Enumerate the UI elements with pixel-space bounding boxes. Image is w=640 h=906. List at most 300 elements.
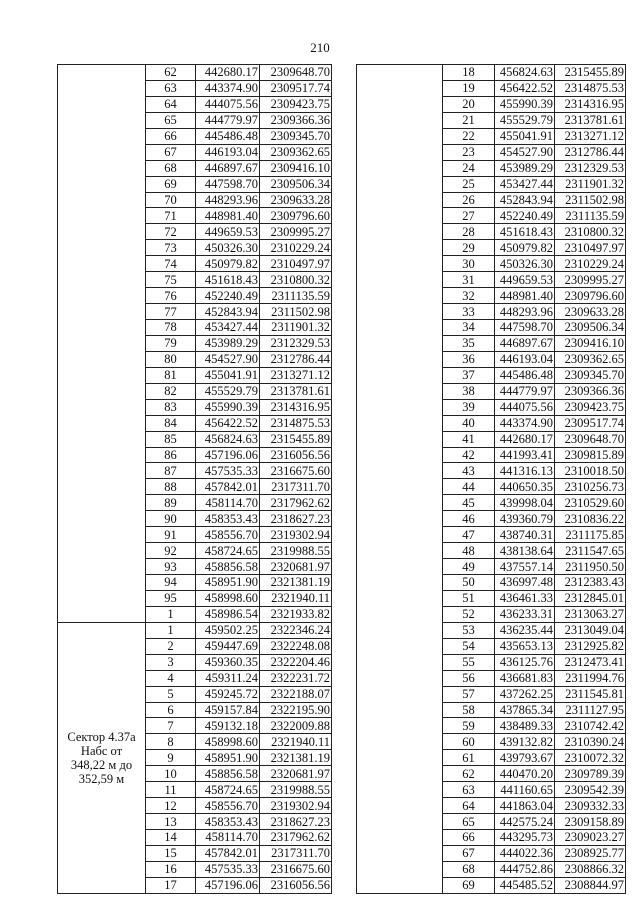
point-number: 72 bbox=[146, 224, 196, 240]
x-coordinate: 453989.29 bbox=[495, 160, 555, 176]
x-coordinate: 448293.96 bbox=[495, 304, 555, 320]
y-coordinate: 2320681.97 bbox=[260, 559, 332, 575]
y-coordinate: 2316056.56 bbox=[260, 877, 332, 893]
y-coordinate: 2309506.34 bbox=[555, 320, 626, 336]
x-coordinate: 456824.63 bbox=[196, 431, 260, 447]
x-coordinate: 453427.44 bbox=[196, 320, 260, 336]
x-coordinate: 448981.40 bbox=[196, 208, 260, 224]
x-coordinate: 452240.49 bbox=[196, 288, 260, 304]
x-coordinate: 444075.56 bbox=[196, 96, 260, 112]
point-number: 23 bbox=[443, 144, 495, 160]
point-number: 30 bbox=[443, 256, 495, 272]
y-coordinate: 2309542.39 bbox=[555, 782, 626, 798]
y-coordinate: 2314875.53 bbox=[555, 80, 626, 96]
point-number: 7 bbox=[146, 718, 196, 734]
y-coordinate: 2322009.88 bbox=[260, 718, 332, 734]
x-coordinate: 446897.67 bbox=[196, 160, 260, 176]
x-coordinate: 455041.91 bbox=[196, 367, 260, 383]
point-number: 70 bbox=[146, 192, 196, 208]
y-coordinate: 2313271.12 bbox=[260, 367, 332, 383]
y-coordinate: 2313271.12 bbox=[555, 128, 626, 144]
x-coordinate: 458724.65 bbox=[196, 543, 260, 559]
y-coordinate: 2309789.39 bbox=[555, 766, 626, 782]
x-coordinate: 456422.52 bbox=[495, 80, 555, 96]
y-coordinate: 2312925.82 bbox=[555, 638, 626, 654]
x-coordinate: 437865.34 bbox=[495, 702, 555, 718]
y-coordinate: 2310836.22 bbox=[555, 511, 626, 527]
x-coordinate: 449659.53 bbox=[196, 224, 260, 240]
y-coordinate: 2309362.65 bbox=[260, 144, 332, 160]
y-coordinate: 2311950.50 bbox=[555, 559, 626, 575]
y-coordinate: 2312786.44 bbox=[555, 144, 626, 160]
point-number: 38 bbox=[443, 383, 495, 399]
point-number: 46 bbox=[443, 511, 495, 527]
point-number: 66 bbox=[146, 128, 196, 144]
point-number: 77 bbox=[146, 304, 196, 320]
y-coordinate: 2314875.53 bbox=[260, 415, 332, 431]
y-coordinate: 2312329.53 bbox=[555, 160, 626, 176]
y-coordinate: 2310497.97 bbox=[260, 256, 332, 272]
point-number: 41 bbox=[443, 431, 495, 447]
point-number: 16 bbox=[146, 861, 196, 877]
point-number: 58 bbox=[443, 702, 495, 718]
y-coordinate: 2312329.53 bbox=[260, 335, 332, 351]
x-coordinate: 458951.90 bbox=[196, 575, 260, 591]
x-coordinate: 455041.91 bbox=[495, 128, 555, 144]
y-coordinate: 2319988.55 bbox=[260, 543, 332, 559]
point-number: 69 bbox=[443, 877, 495, 893]
x-coordinate: 436235.44 bbox=[495, 622, 555, 638]
x-coordinate: 438489.33 bbox=[495, 718, 555, 734]
x-coordinate: 458856.58 bbox=[196, 766, 260, 782]
y-coordinate: 2310229.24 bbox=[555, 256, 626, 272]
y-coordinate: 2318627.23 bbox=[260, 511, 332, 527]
y-coordinate: 2309366.36 bbox=[555, 383, 626, 399]
point-number: 12 bbox=[146, 798, 196, 814]
y-coordinate: 2315455.89 bbox=[260, 431, 332, 447]
point-number: 73 bbox=[146, 240, 196, 256]
point-number: 15 bbox=[146, 845, 196, 861]
x-coordinate: 458856.58 bbox=[196, 559, 260, 575]
y-coordinate: 2309648.70 bbox=[555, 431, 626, 447]
x-coordinate: 436681.83 bbox=[495, 670, 555, 686]
point-number: 29 bbox=[443, 240, 495, 256]
point-number: 57 bbox=[443, 686, 495, 702]
point-number: 13 bbox=[146, 814, 196, 830]
point-number: 95 bbox=[146, 590, 196, 606]
y-coordinate: 2312845.01 bbox=[555, 590, 626, 606]
y-coordinate: 2314316.95 bbox=[555, 96, 626, 112]
y-coordinate: 2309345.70 bbox=[260, 128, 332, 144]
x-coordinate: 442575.24 bbox=[495, 814, 555, 830]
x-coordinate: 459245.72 bbox=[196, 686, 260, 702]
point-number: 80 bbox=[146, 351, 196, 367]
y-coordinate: 2312786.44 bbox=[260, 351, 332, 367]
point-number: 14 bbox=[146, 830, 196, 846]
x-coordinate: 451618.43 bbox=[495, 224, 555, 240]
y-coordinate: 2319302.94 bbox=[260, 527, 332, 543]
x-coordinate: 459311.24 bbox=[196, 670, 260, 686]
point-number: 63 bbox=[443, 782, 495, 798]
y-coordinate: 2310018.50 bbox=[555, 463, 626, 479]
point-number: 64 bbox=[443, 798, 495, 814]
y-coordinate: 2310800.32 bbox=[555, 224, 626, 240]
y-coordinate: 2311502.98 bbox=[555, 192, 626, 208]
table-row bbox=[58, 65, 332, 81]
y-coordinate: 2322195.90 bbox=[260, 702, 332, 718]
point-number: 9 bbox=[146, 750, 196, 766]
x-coordinate: 441863.04 bbox=[495, 798, 555, 814]
point-number: 47 bbox=[443, 527, 495, 543]
sector-label-line: 352,59 м bbox=[78, 771, 125, 786]
x-coordinate: 444022.36 bbox=[495, 845, 555, 861]
point-number: 59 bbox=[443, 718, 495, 734]
x-coordinate: 449659.53 bbox=[495, 272, 555, 288]
y-coordinate: 2319302.94 bbox=[260, 798, 332, 814]
point-number: 27 bbox=[443, 208, 495, 224]
y-coordinate: 2310497.97 bbox=[555, 240, 626, 256]
x-coordinate: 452240.49 bbox=[495, 208, 555, 224]
x-coordinate: 437557.14 bbox=[495, 559, 555, 575]
x-coordinate: 443295.73 bbox=[495, 830, 555, 846]
point-number: 8 bbox=[146, 734, 196, 750]
x-coordinate: 445485.52 bbox=[495, 877, 555, 893]
point-number: 22 bbox=[443, 128, 495, 144]
x-coordinate: 458998.60 bbox=[196, 734, 260, 750]
point-number: 60 bbox=[443, 734, 495, 750]
x-coordinate: 459157.84 bbox=[196, 702, 260, 718]
point-number: 87 bbox=[146, 463, 196, 479]
point-number: 35 bbox=[443, 335, 495, 351]
y-coordinate: 2310390.24 bbox=[555, 734, 626, 750]
x-coordinate: 452843.94 bbox=[196, 304, 260, 320]
point-number: 89 bbox=[146, 495, 196, 511]
y-coordinate: 2313781.61 bbox=[555, 112, 626, 128]
point-number: 66 bbox=[443, 830, 495, 846]
point-number: 20 bbox=[443, 96, 495, 112]
point-number: 34 bbox=[443, 320, 495, 336]
point-number: 67 bbox=[443, 845, 495, 861]
point-number: 76 bbox=[146, 288, 196, 304]
y-coordinate: 2311545.81 bbox=[555, 686, 626, 702]
x-coordinate: 444779.97 bbox=[495, 383, 555, 399]
x-coordinate: 458951.90 bbox=[196, 750, 260, 766]
y-coordinate: 2310072.32 bbox=[555, 750, 626, 766]
x-coordinate: 459447.69 bbox=[196, 638, 260, 654]
x-coordinate: 459502.25 bbox=[196, 622, 260, 638]
x-coordinate: 456824.63 bbox=[495, 65, 555, 81]
x-coordinate: 457196.06 bbox=[196, 447, 260, 463]
x-coordinate: 453989.29 bbox=[196, 335, 260, 351]
x-coordinate: 441993.41 bbox=[495, 447, 555, 463]
y-coordinate: 2313049.04 bbox=[555, 622, 626, 638]
x-coordinate: 457535.33 bbox=[196, 463, 260, 479]
x-coordinate: 441316.13 bbox=[495, 463, 555, 479]
point-number: 68 bbox=[443, 861, 495, 877]
sector-label-line: Набс от bbox=[80, 743, 123, 758]
point-number: 51 bbox=[443, 590, 495, 606]
point-number: 78 bbox=[146, 320, 196, 336]
x-coordinate: 438138.64 bbox=[495, 543, 555, 559]
point-number: 52 bbox=[443, 606, 495, 622]
x-coordinate: 458986.54 bbox=[196, 606, 260, 622]
y-coordinate: 2314316.95 bbox=[260, 399, 332, 415]
x-coordinate: 457842.01 bbox=[196, 479, 260, 495]
point-number: 4 bbox=[146, 670, 196, 686]
point-number: 50 bbox=[443, 575, 495, 591]
point-number: 37 bbox=[443, 367, 495, 383]
point-number: 84 bbox=[146, 415, 196, 431]
y-coordinate: 2309995.27 bbox=[260, 224, 332, 240]
point-number: 75 bbox=[146, 272, 196, 288]
sector-label bbox=[58, 622, 146, 893]
point-number: 92 bbox=[146, 543, 196, 559]
y-coordinate: 2313781.61 bbox=[260, 383, 332, 399]
x-coordinate: 458114.70 bbox=[196, 830, 260, 846]
x-coordinate: 440650.35 bbox=[495, 479, 555, 495]
y-coordinate: 2311547.65 bbox=[555, 543, 626, 559]
y-coordinate: 2309423.75 bbox=[555, 399, 626, 415]
y-coordinate: 2322188.07 bbox=[260, 686, 332, 702]
point-number: 65 bbox=[443, 814, 495, 830]
x-coordinate: 444752.86 bbox=[495, 861, 555, 877]
x-coordinate: 448981.40 bbox=[495, 288, 555, 304]
x-coordinate: 443374.90 bbox=[196, 80, 260, 96]
point-number: 2 bbox=[146, 638, 196, 654]
point-number: 91 bbox=[146, 527, 196, 543]
x-coordinate: 458556.70 bbox=[196, 527, 260, 543]
x-coordinate: 439793.67 bbox=[495, 750, 555, 766]
x-coordinate: 436997.48 bbox=[495, 575, 555, 591]
point-number: 36 bbox=[443, 351, 495, 367]
point-number: 3 bbox=[146, 654, 196, 670]
x-coordinate: 454527.90 bbox=[196, 351, 260, 367]
x-coordinate: 455529.79 bbox=[495, 112, 555, 128]
point-number: 21 bbox=[443, 112, 495, 128]
x-coordinate: 436233.31 bbox=[495, 606, 555, 622]
point-number: 1 bbox=[146, 622, 196, 638]
y-coordinate: 2310256.73 bbox=[555, 479, 626, 495]
y-coordinate: 2312473.41 bbox=[555, 654, 626, 670]
y-coordinate: 2311127.95 bbox=[555, 702, 626, 718]
x-coordinate: 445486.48 bbox=[196, 128, 260, 144]
x-coordinate: 455990.39 bbox=[196, 399, 260, 415]
x-coordinate: 458998.60 bbox=[196, 590, 260, 606]
point-number: 86 bbox=[146, 447, 196, 463]
y-coordinate: 2310529.60 bbox=[555, 495, 626, 511]
x-coordinate: 455529.79 bbox=[196, 383, 260, 399]
x-coordinate: 457535.33 bbox=[196, 861, 260, 877]
x-coordinate: 444075.56 bbox=[495, 399, 555, 415]
x-coordinate: 446193.04 bbox=[196, 144, 260, 160]
x-coordinate: 441160.65 bbox=[495, 782, 555, 798]
point-number: 28 bbox=[443, 224, 495, 240]
point-number: 62 bbox=[443, 766, 495, 782]
table-row bbox=[58, 622, 332, 638]
page-number: 210 bbox=[310, 40, 330, 55]
x-coordinate: 457196.06 bbox=[196, 877, 260, 893]
y-coordinate: 2309506.34 bbox=[260, 176, 332, 192]
y-coordinate: 2322204.46 bbox=[260, 654, 332, 670]
point-number: 61 bbox=[443, 750, 495, 766]
x-coordinate: 454527.90 bbox=[495, 144, 555, 160]
point-number: 68 bbox=[146, 160, 196, 176]
x-coordinate: 445486.48 bbox=[495, 367, 555, 383]
x-coordinate: 444779.97 bbox=[196, 112, 260, 128]
y-coordinate: 2309796.60 bbox=[555, 288, 626, 304]
x-coordinate: 458556.70 bbox=[196, 798, 260, 814]
y-coordinate: 2322231.72 bbox=[260, 670, 332, 686]
x-coordinate: 459360.35 bbox=[196, 654, 260, 670]
x-coordinate: 439360.79 bbox=[495, 511, 555, 527]
point-number: 63 bbox=[146, 80, 196, 96]
y-coordinate: 2309416.10 bbox=[555, 335, 626, 351]
point-number: 1 bbox=[146, 606, 196, 622]
point-number: 69 bbox=[146, 176, 196, 192]
y-coordinate: 2309633.28 bbox=[555, 304, 626, 320]
point-number: 85 bbox=[146, 431, 196, 447]
sector-label-line: 348,22 м до bbox=[70, 757, 133, 772]
point-number: 39 bbox=[443, 399, 495, 415]
point-number: 82 bbox=[146, 383, 196, 399]
x-coordinate: 446193.04 bbox=[495, 351, 555, 367]
y-coordinate: 2309345.70 bbox=[555, 367, 626, 383]
y-coordinate: 2316675.60 bbox=[260, 463, 332, 479]
point-number: 31 bbox=[443, 272, 495, 288]
x-coordinate: 440470.20 bbox=[495, 766, 555, 782]
point-number: 56 bbox=[443, 670, 495, 686]
point-number: 26 bbox=[443, 192, 495, 208]
y-coordinate: 2312383.43 bbox=[555, 575, 626, 591]
y-coordinate: 2309416.10 bbox=[260, 160, 332, 176]
point-number: 62 bbox=[146, 65, 196, 81]
y-coordinate: 2309158.89 bbox=[555, 814, 626, 830]
point-number: 48 bbox=[443, 543, 495, 559]
point-number: 18 bbox=[443, 65, 495, 81]
y-coordinate: 2311135.59 bbox=[555, 208, 626, 224]
point-number: 43 bbox=[443, 463, 495, 479]
point-number: 65 bbox=[146, 112, 196, 128]
y-coordinate: 2318627.23 bbox=[260, 814, 332, 830]
point-number: 44 bbox=[443, 479, 495, 495]
x-coordinate: 458353.43 bbox=[196, 511, 260, 527]
point-number: 55 bbox=[443, 654, 495, 670]
point-number: 17 bbox=[146, 877, 196, 893]
y-coordinate: 2317311.70 bbox=[260, 479, 332, 495]
y-coordinate: 2309332.33 bbox=[555, 798, 626, 814]
y-coordinate: 2315455.89 bbox=[555, 65, 626, 81]
point-number: 24 bbox=[443, 160, 495, 176]
y-coordinate: 2309648.70 bbox=[260, 65, 332, 81]
y-coordinate: 2317311.70 bbox=[260, 845, 332, 861]
sector-label bbox=[58, 65, 146, 623]
y-coordinate: 2309796.60 bbox=[260, 208, 332, 224]
y-coordinate: 2310800.32 bbox=[260, 272, 332, 288]
y-coordinate: 2321940.11 bbox=[260, 734, 332, 750]
x-coordinate: 436125.76 bbox=[495, 654, 555, 670]
y-coordinate: 2317962.62 bbox=[260, 495, 332, 511]
point-number: 64 bbox=[146, 96, 196, 112]
x-coordinate: 459132.18 bbox=[196, 718, 260, 734]
point-number: 67 bbox=[146, 144, 196, 160]
point-number: 81 bbox=[146, 367, 196, 383]
y-coordinate: 2309023.27 bbox=[555, 830, 626, 846]
x-coordinate: 450326.30 bbox=[495, 256, 555, 272]
x-coordinate: 443374.90 bbox=[495, 415, 555, 431]
x-coordinate: 448293.96 bbox=[196, 192, 260, 208]
sector-label-line: Сектор 4.37а bbox=[67, 729, 136, 744]
y-coordinate: 2320681.97 bbox=[260, 766, 332, 782]
y-coordinate: 2321381.19 bbox=[260, 575, 332, 591]
point-number: 79 bbox=[146, 335, 196, 351]
point-number: 40 bbox=[443, 415, 495, 431]
point-number: 33 bbox=[443, 304, 495, 320]
point-number: 88 bbox=[146, 479, 196, 495]
y-coordinate: 2310742.42 bbox=[555, 718, 626, 734]
x-coordinate: 439998.04 bbox=[495, 495, 555, 511]
point-number: 42 bbox=[443, 447, 495, 463]
point-number: 90 bbox=[146, 511, 196, 527]
x-coordinate: 453427.44 bbox=[495, 176, 555, 192]
y-coordinate: 2309815.89 bbox=[555, 447, 626, 463]
y-coordinate: 2313063.27 bbox=[555, 606, 626, 622]
y-coordinate: 2311175.85 bbox=[555, 527, 626, 543]
y-coordinate: 2309995.27 bbox=[555, 272, 626, 288]
y-coordinate: 2317962.62 bbox=[260, 830, 332, 846]
y-coordinate: 2310229.24 bbox=[260, 240, 332, 256]
point-number: 32 bbox=[443, 288, 495, 304]
point-number: 10 bbox=[146, 766, 196, 782]
x-coordinate: 447598.70 bbox=[196, 176, 260, 192]
point-number: 74 bbox=[146, 256, 196, 272]
x-coordinate: 452843.94 bbox=[495, 192, 555, 208]
sector-label bbox=[357, 65, 443, 894]
x-coordinate: 438740.31 bbox=[495, 527, 555, 543]
y-coordinate: 2321940.11 bbox=[260, 590, 332, 606]
y-coordinate: 2319988.55 bbox=[260, 782, 332, 798]
y-coordinate: 2309517.74 bbox=[260, 80, 332, 96]
y-coordinate: 2308925.77 bbox=[555, 845, 626, 861]
y-coordinate: 2311901.32 bbox=[260, 320, 332, 336]
x-coordinate: 450326.30 bbox=[196, 240, 260, 256]
x-coordinate: 458353.43 bbox=[196, 814, 260, 830]
x-coordinate: 458114.70 bbox=[196, 495, 260, 511]
y-coordinate: 2309517.74 bbox=[555, 415, 626, 431]
y-coordinate: 2311502.98 bbox=[260, 304, 332, 320]
y-coordinate: 2322248.08 bbox=[260, 638, 332, 654]
x-coordinate: 437262.25 bbox=[495, 686, 555, 702]
point-number: 25 bbox=[443, 176, 495, 192]
x-coordinate: 451618.43 bbox=[196, 272, 260, 288]
point-number: 6 bbox=[146, 702, 196, 718]
y-coordinate: 2321381.19 bbox=[260, 750, 332, 766]
y-coordinate: 2308844.97 bbox=[555, 877, 626, 893]
y-coordinate: 2316675.60 bbox=[260, 861, 332, 877]
y-coordinate: 2309366.36 bbox=[260, 112, 332, 128]
y-coordinate: 2309633.28 bbox=[260, 192, 332, 208]
point-number: 19 bbox=[443, 80, 495, 96]
x-coordinate: 446897.67 bbox=[495, 335, 555, 351]
y-coordinate: 2321933.82 bbox=[260, 606, 332, 622]
x-coordinate: 439132.82 bbox=[495, 734, 555, 750]
x-coordinate: 436461.33 bbox=[495, 590, 555, 606]
x-coordinate: 450979.82 bbox=[495, 240, 555, 256]
y-coordinate: 2316056.56 bbox=[260, 447, 332, 463]
right-coordinates-table bbox=[356, 64, 626, 894]
y-coordinate: 2309362.65 bbox=[555, 351, 626, 367]
y-coordinate: 2308866.32 bbox=[555, 861, 626, 877]
x-coordinate: 457842.01 bbox=[196, 845, 260, 861]
